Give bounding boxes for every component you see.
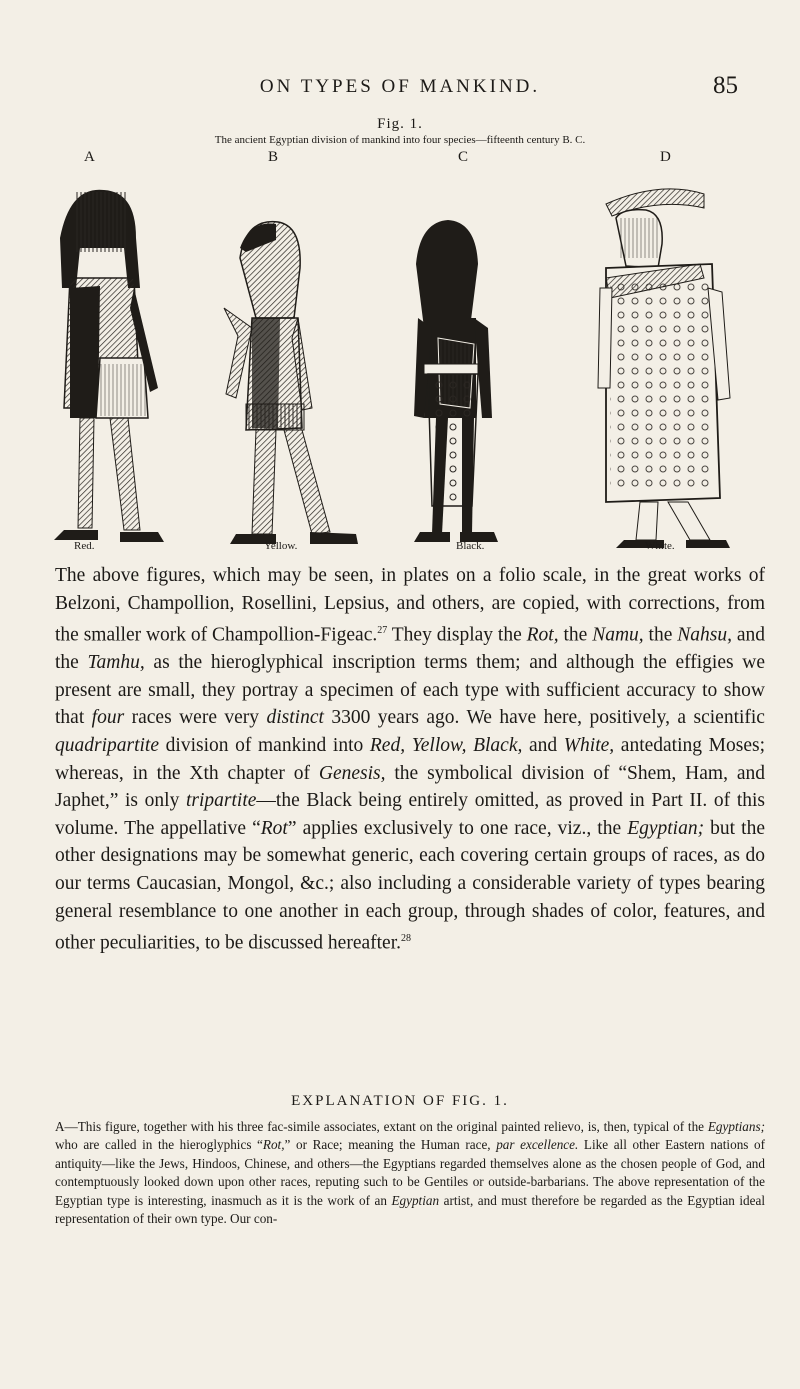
emphasis-four: four [91,707,125,729]
body-text: the [643,624,678,646]
emphasis-tripartite: tripartite [185,790,257,812]
term-yellow: Yellow, [411,735,467,757]
letter-c: C [458,149,469,165]
figure-c-black [414,220,498,542]
body-text: antedating Moses; whereas, in the Xth chapter of [55,735,765,784]
explanation-text: A—This figure, together with his three fac-simile associates, extant on the original painted relievo, is, then, typical of the [55,1119,708,1134]
body-text: ” applies exclusively to one race, viz., the [287,817,628,839]
figure-label: Fig. 1. [377,116,423,132]
body-text: and [522,735,564,757]
body-text: the symbolical division of “Shem, Ham, and Japhet,” is only [55,762,765,812]
body-text: the [558,624,593,646]
color-label-red: Red. [74,540,95,552]
term-genesis: Genesis, [318,762,386,784]
footnote-ref: 27 [377,625,388,637]
figure-letters [0,149,800,169]
figure-a-red [54,190,164,542]
term-egyptian: Egyptian; [627,817,705,839]
term-black: Black, [473,735,523,757]
explanation-heading: EXPLANATION OF FIG. 1. [291,1093,509,1109]
color-label-black: Black. [456,540,485,552]
emphasis-distinct: distinct [266,707,324,729]
explanation-text: who are called in the hieroglyphics “ [55,1137,263,1153]
color-label-yellow: Yellow. [264,540,298,552]
body-text: races were very [124,707,267,729]
body-paragraph [55,562,765,957]
body-text: The above figures, which may be seen, in plates on a folio scale, in the great works of Belzoni, Champollion, Rosellini, Lepsius, and others, are copied, with corrections, from the smaller work of Champollion-Figeac. [55,565,765,646]
term-nahsu: Nahsu, [677,624,732,646]
page-header [0,72,800,106]
letter-b: B [268,149,279,165]
term-namu: Namu, [592,624,644,646]
term-par-excellence: par excellence. [496,1137,579,1153]
explanation-text: ” or Race; meaning the Human race, [284,1137,497,1153]
body-text: They display the [387,624,527,646]
figure-color-labels [0,540,800,558]
term-rot: Rot, [262,1137,285,1153]
letter-a: A [84,149,95,165]
body-text: 3300 years ago. We have here, positively, a scientific [323,707,765,729]
body-text [405,735,412,756]
running-title: ON TYPES OF MANKIND. [259,76,541,97]
body-text: and the [55,624,766,674]
body-text: division of mankind into [159,735,370,757]
letter-d: D [660,149,671,165]
egyptian-figures-illustration [40,168,760,548]
explanation-text: Like all other Eastern nations of antiquity—like the Jews, Hindoos, Chinese, and others—the Egyptians regarded themselves alone as the chosen people of God, and contemptuously looked down upon other races, reputing such to be Gentiles or outside-barbarians. The above representation of the Egyptian type is interesting, inasmuch as it is the work of an [55,1137,766,1208]
explanation-paragraph [55,1118,765,1228]
explanation-text: artist, and must therefore be regarded as the Egyptian ideal representation of their own type. Our con- [55,1192,765,1227]
emphasis-quadripartite: quadripartite [55,735,160,757]
page-number: 85 [713,72,738,99]
term-egyptian: Egyptian [391,1192,440,1208]
term-egyptians: Egyptians; [707,1119,765,1134]
figure-b-yellow [224,222,358,544]
term-white: White, [563,735,615,757]
term-rot: Rot [260,817,288,839]
term-tamhu: Tamhu, [87,652,145,674]
body-text: as the hieroglyphical inscription terms them; and although the effigies we present are small, they portray a specimen of each type with sufficient accuracy to show that [55,652,765,729]
body-text: but the other designations may be somewhat generic, each covering certain groups of races, as do our terms Caucasian, Mongol, &c.; also including a considerable variety of types bearing general resemblance to one another in each group, through shades of color, features, and other peculiarities, to be discussed hereafter. [55,817,765,954]
footnote-ref: 28 [401,933,411,945]
figure-d-white [598,189,730,548]
term-rot: Rot, [526,624,559,646]
term-red: Red, [369,735,406,757]
color-label-white: White. [645,540,675,552]
body-text: —the Black being entirely omitted, as proved in Part II. of this volume. The appellative “ [55,790,765,839]
figure-caption: The ancient Egyptian division of mankind into four species—fifteenth century B. C. [214,134,586,146]
